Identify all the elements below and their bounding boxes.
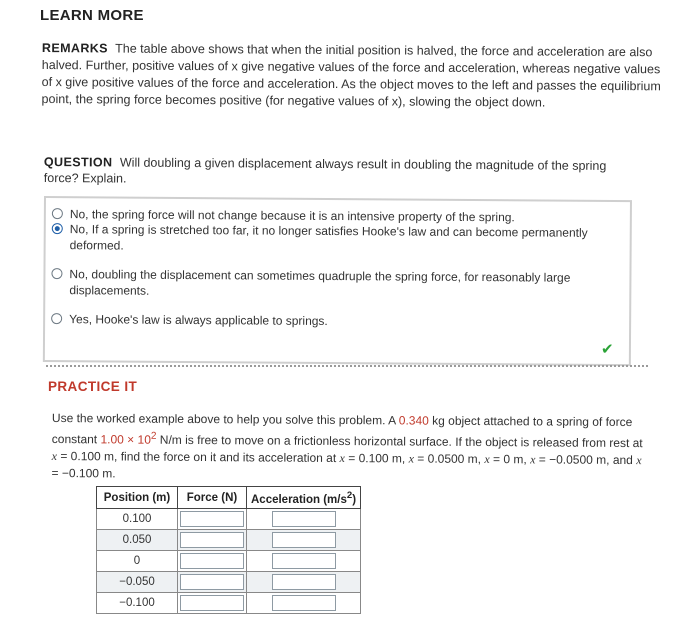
spring-constant-unit-text: N/m is free to move on a frictionless horizontal surface. If the object is released from rest at — [159, 432, 643, 451]
problem-mid-text: find the force on it and its acceleration at — [120, 449, 337, 465]
position-5: −0.100 m. — [61, 466, 116, 481]
position-2: 0.0500 m, — [427, 451, 482, 466]
acceleration-header-exponent: 2 — [346, 489, 353, 501]
acceleration-header — [247, 487, 361, 509]
release-position: 0.100 m, — [70, 449, 118, 464]
question-text: Will doubling a given displacement always result in doubling the magnitude of the spring force? Explain. — [43, 155, 607, 186]
equals-sign: = — [60, 449, 68, 464]
option-label: No, doubling the displacement can sometimes quadruple the spring force, for reasonably large displacements. — [69, 267, 571, 298]
and-text: and — [612, 452, 633, 468]
problem-intro: Use the worked example above to help you solve this problem. A — [51, 410, 396, 428]
equals-sign: = — [417, 451, 425, 466]
acceleration-input[interactable] — [272, 595, 336, 611]
position-cell: 0 — [97, 551, 178, 572]
acceleration-cell — [247, 593, 361, 614]
force-cell — [178, 593, 247, 614]
x-symbol: x — [339, 451, 345, 466]
radio-button-selected[interactable] — [52, 223, 63, 234]
acceleration-input[interactable] — [272, 574, 336, 590]
option-label: No, If a spring is stretched too far, it no longer satisfies Hooke's law and can become permanently deformed. — [69, 222, 588, 253]
equals-sign: = — [51, 465, 59, 481]
problem-text — [51, 410, 643, 486]
table-row — [97, 572, 361, 593]
table-row — [97, 509, 361, 530]
position-4: −0.0500 m, — [549, 452, 610, 467]
equals-sign: = — [493, 452, 501, 467]
spring-constant-exponent: 2 — [150, 430, 157, 442]
acceleration-cell — [247, 551, 361, 572]
equals-sign: = — [538, 452, 546, 467]
position-cell: −0.050 — [97, 572, 178, 593]
force-cell — [178, 509, 247, 530]
acceleration-cell — [247, 509, 361, 530]
position-3: 0 m, — [503, 452, 527, 467]
option-label: No, the spring force will not change because it is an intensive property of the spring. — [69, 207, 515, 225]
force-input[interactable] — [180, 532, 244, 548]
table-header-row — [97, 487, 361, 509]
acceleration-header-close: ) — [352, 493, 357, 506]
position-header: Position (m) — [97, 487, 178, 509]
spring-constant-value — [100, 432, 156, 446]
force-cell — [178, 530, 247, 551]
remarks-paragraph — [42, 40, 664, 112]
force-input[interactable] — [180, 553, 244, 569]
checkmark-icon: ✔ — [601, 341, 614, 358]
force-cell — [178, 551, 247, 572]
table-row — [97, 530, 361, 551]
table-row — [97, 551, 361, 572]
x-symbol: x — [636, 453, 642, 468]
mass-unit-text: kg object attached to a spring of force constant — [51, 413, 633, 447]
force-cell — [178, 572, 247, 593]
position-1: 0.100 m, — [358, 451, 406, 466]
force-input[interactable] — [180, 574, 244, 590]
remarks-text: The table above shows that when the initial position is halved, the force and acceleration are also halved. Further, positive values of x give negative values of the force and acceleration, whereas negative values of x give positive values of the force and acceleration. As the object moves to the left and passes the equilibrium point, the spring force becomes positive (for negative values of x), slowing the object down. — [41, 41, 661, 110]
position-cell: −0.100 — [97, 593, 178, 614]
acceleration-header-base: Acceleration (m/s — [251, 493, 347, 506]
question-paragraph — [44, 154, 644, 190]
acceleration-input[interactable] — [272, 532, 336, 548]
force-header: Force (N) — [178, 487, 247, 509]
force-input[interactable] — [180, 595, 244, 611]
radio-button[interactable] — [51, 313, 62, 324]
position-cell: 0.100 — [97, 509, 178, 530]
mass-value: 0.340 — [398, 413, 429, 428]
remarks-label: REMARKS — [41, 40, 108, 56]
acceleration-input[interactable] — [272, 553, 336, 569]
force-input[interactable] — [180, 511, 244, 527]
question-label: QUESTION — [43, 154, 113, 170]
practice-it-heading: PRACTICE IT — [48, 379, 138, 394]
x-symbol: x — [484, 452, 490, 467]
position-cell: 0.050 — [97, 530, 178, 551]
learn-more-heading: LEARN MORE — [40, 7, 144, 24]
x-symbol: x — [51, 448, 58, 464]
table-row — [97, 593, 361, 614]
acceleration-cell — [247, 572, 361, 593]
acceleration-input[interactable] — [272, 511, 336, 527]
x-symbol: x — [530, 452, 536, 467]
answer-options — [43, 196, 632, 366]
acceleration-cell — [247, 530, 361, 551]
equals-sign: = — [348, 451, 356, 466]
spring-constant-mantissa: 1.00 × 10 — [100, 432, 151, 447]
option-label: Yes, Hooke's law is always applicable to springs. — [69, 312, 328, 328]
section-divider — [46, 365, 648, 367]
radio-button[interactable] — [51, 268, 62, 279]
x-symbol: x — [408, 451, 415, 466]
radio-button[interactable] — [52, 208, 63, 219]
answer-table — [96, 486, 361, 614]
